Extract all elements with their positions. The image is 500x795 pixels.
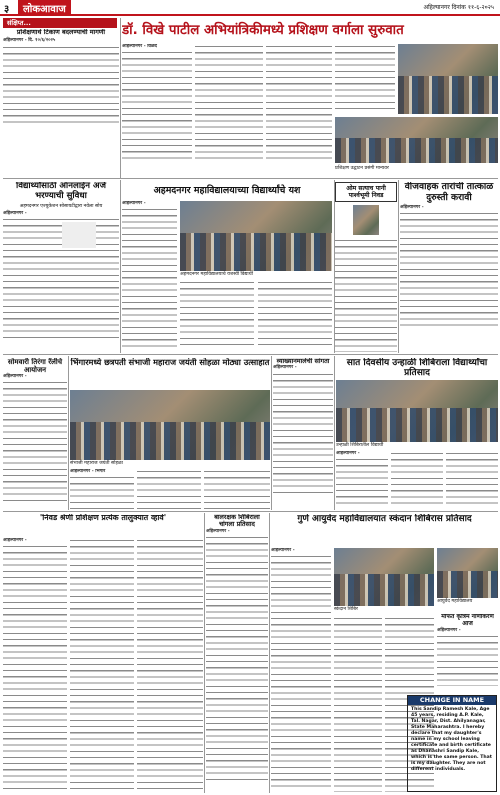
divider (3, 178, 498, 179)
divider (3, 511, 498, 512)
article-a13-text-1 (271, 554, 331, 790)
divider (334, 356, 335, 510)
photo-training-lab (335, 117, 498, 163)
article-a13 (271, 514, 498, 544)
divider (120, 18, 121, 178)
photo-people (335, 138, 498, 163)
article-a10-text-2 (391, 451, 443, 507)
article-a1 (3, 29, 119, 125)
article-a10-body (336, 451, 388, 509)
photo-caption-2: अहमदनगर महाविद्यालयाचे यशस्वी विद्यार्थी (180, 272, 253, 277)
article-a2-text-1 (122, 50, 192, 160)
divider (3, 354, 498, 355)
article-a2-text-2 (195, 44, 263, 159)
article-a5-body (335, 238, 397, 352)
divider (204, 513, 205, 793)
article-a8-headline: भिंगारमध्ये छत्रपती संभाजी महाराज जयंती सोहळा मोठ्या उत्साहात (70, 358, 270, 367)
article-a11 (3, 514, 203, 536)
article-a1-dateline: अहिल्यानगर - दि. १०/६/२०२५ (3, 38, 56, 44)
divider (269, 513, 270, 793)
article-a10-text-3 (446, 451, 498, 507)
photo-a3-logo (62, 222, 96, 248)
article-a14-body (437, 634, 498, 686)
article-a3-body (3, 217, 119, 339)
photo-caption-5: स्कंदान शिबिर (334, 607, 358, 612)
article-a10-text-1 (336, 457, 388, 507)
article-a6-dateline: अहिल्यानगर - (400, 205, 424, 211)
page-number: ३ (4, 4, 10, 15)
article-a13-headline: गुणे आयुर्वेद महाविद्यालयात स्कंदान शिबिरास प्रतिसाद (297, 514, 472, 524)
photo-caption-3: संभाजी महाराज जयंती सोहळा (70, 461, 123, 466)
article-a11-headline: 'निवड श्रेणी प्रशिक्षण प्रत्येक तालुक्यात व्हावे' (39, 514, 167, 522)
article-a13-body (271, 548, 331, 792)
masthead (0, 0, 500, 16)
photo-a8-event (70, 390, 270, 460)
article-a7-dateline: अहिल्यानगर - (3, 374, 27, 380)
photo-a13-camp (334, 548, 434, 606)
article-a9-body (273, 372, 333, 497)
article-a12-headline: बालरक्षक शिबिराला चांगला प्रतिसाद (214, 514, 260, 529)
notice-body: This Sandip Ramesh Kale, Age 45 years, residing A.P. Kale, Tal. Nagar, Dist. Ahilyanagar, State Maharashtra. I hereby declare that my daughter's name in my school leaving certificate and birth certificate as Dhanashri Sandip Kale, which is the same person. That is my daughter. They are not different individuals. (411, 707, 492, 772)
article-a12-body (206, 535, 268, 785)
article-a13-dateline: अहिल्यानगर - (271, 548, 295, 553)
article-a5 (335, 182, 397, 352)
article-a4-text-2 (180, 280, 254, 350)
photo-caption-4: उन्हाळी शिबिरातील विद्यार्थी (336, 443, 384, 448)
article-a11-body (3, 538, 67, 792)
article-a2-text-3 (266, 44, 332, 159)
article-a4-dateline: अहिल्यानगर - (122, 201, 146, 206)
divider (68, 356, 69, 510)
article-a4-body (122, 201, 177, 349)
article-a8-text-2 (137, 469, 201, 509)
article-a6 (400, 182, 498, 352)
article-a8-body (70, 469, 134, 511)
article-a12 (206, 514, 268, 792)
photo-a10-camp (336, 380, 498, 442)
photo-caption-6: आयुर्वेद महाविद्यालय (437, 599, 473, 604)
article-a9-dateline: अहिल्यानगर - (273, 365, 297, 371)
article-a8-text-3 (204, 469, 270, 509)
article-a8-text-1 (70, 475, 134, 509)
article-a11-text-1 (3, 544, 67, 790)
notice-title: CHANGE IN NAME (408, 696, 496, 705)
article-a5-headline: ओम सत्याच पानी पार्श्वभूमी निवड (335, 182, 397, 202)
photo-people (180, 233, 332, 272)
article-a10-dateline: अहिल्यानगर - (336, 451, 360, 456)
article-a3 (3, 182, 119, 352)
photo-training-group (398, 44, 498, 114)
article-a10-headline: सात दिवसीय उन्हाळी शिबिराला विद्यार्थ्यांचा प्रतिसाद (346, 358, 488, 379)
article-a4-text-1 (122, 207, 177, 347)
divider (334, 180, 335, 353)
divider (271, 356, 272, 510)
article-a6-body (400, 211, 498, 331)
photo-people (398, 76, 498, 115)
article-a2-text-4 (335, 44, 395, 114)
article-a14 (437, 614, 498, 694)
photo-people (437, 571, 498, 599)
article-a3-subhead: अहमदनगर एज्युकेशन सोसायटीद्वारा नवेला सोय (19, 203, 103, 209)
article-a3-dateline: अहिल्यानगर - (3, 211, 27, 217)
section-label: संक्षिप्त... (3, 18, 117, 28)
article-a11-text-2 (70, 538, 134, 790)
article-a1-headline: प्रशिक्षणार्थ टिकाण बदलण्याची मागणी (16, 29, 106, 36)
photo-people (334, 574, 434, 606)
photo-people (336, 408, 498, 442)
newspaper-logo: लोकआवाज (18, 0, 71, 16)
photo-a13-college (437, 548, 498, 598)
article-a7 (3, 358, 67, 508)
article-a1-body (3, 45, 119, 125)
issue-date: अहिल्यानगर दिनांक ११-६-२०२५ (423, 4, 494, 11)
article-a4-headline: अहमदनगर महाविद्यालयाच्या विद्यार्थ्यांचे यश (153, 185, 301, 196)
article-a14-headline: मोफत कृत्रिम नाणीकरण आज (441, 614, 494, 627)
article-a6-headline: वीजवाहक तारांची तात्काळ दुरुस्ती करावी (404, 182, 494, 203)
article-a2-body (122, 44, 192, 162)
article-a7-body (3, 380, 67, 505)
article-a9-headline: व्याख्यानमालेची सांगता (276, 358, 330, 365)
divider (120, 180, 121, 353)
article-a2-dateline: अहिल्यानगर - विळद (122, 44, 157, 49)
article-a4-text-3 (258, 280, 332, 350)
photo-a5-portrait (353, 205, 379, 235)
article-a8 (70, 358, 270, 388)
article-a11-dateline: अहिल्यानगर - (3, 538, 27, 543)
article-a8-dateline: अहिल्यानगर - भिंगार (70, 469, 106, 474)
divider (398, 180, 399, 353)
article-a3-headline: विद्यार्थ्यांसाठी ऑनलाईन अर्ज भरण्याची सुविधा (16, 182, 106, 201)
photo-people (70, 422, 270, 461)
photo-caption-1: प्रशिक्षण उद्घाटन प्रसंगी मान्यवर (335, 166, 389, 171)
article-a9 (273, 358, 333, 508)
article-a13-text-2 (334, 616, 382, 792)
change-in-name-notice (407, 695, 497, 792)
article-a14-dateline: अहिल्यानगर - (437, 627, 461, 633)
article-a11-text-3 (137, 538, 203, 790)
article-a7-headline: सोमवारी तिरंगा रॅलीचे आयोजन (7, 358, 63, 375)
photo-a4-students (180, 201, 332, 271)
article-a12-dateline: अहिल्यानगर - (206, 528, 230, 534)
article-a2-headline: डॉ. विखे पाटील अभियांत्रिकीमध्ये प्रशिक्षण वर्गाला सुरुवात (122, 23, 404, 38)
